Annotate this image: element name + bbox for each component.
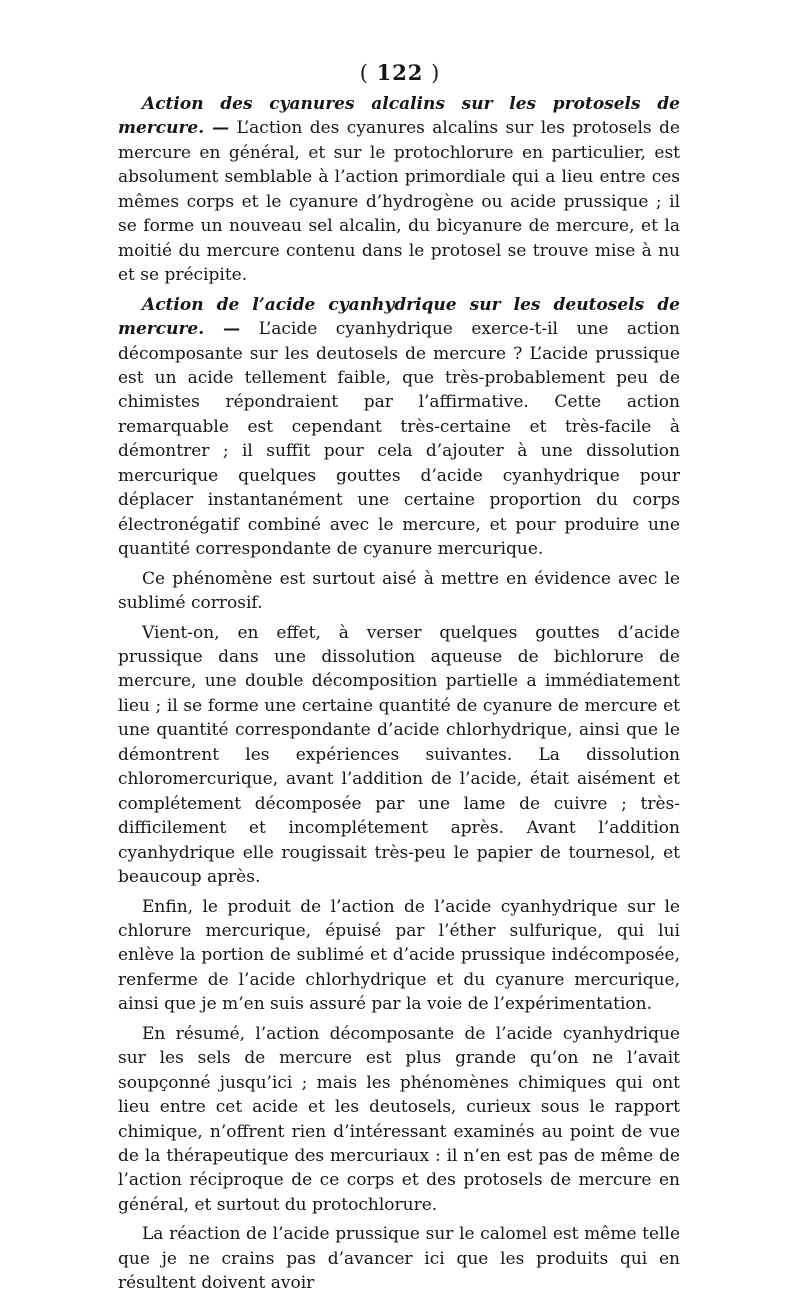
paragraph: Ce phénomène est surtout aisé à mettre en évidence avec le sublimé corrosif. (118, 568, 680, 614)
paragraph-text: L’action des cyanures alcalins sur les protosels de mercure en général, et sur le protochlorure en particulier, est absolument semblable à l’action primordiale qui a lieu entre ces mêmes corps et le cyanure d’hydrogène ou acide prussique ; il se forme un nouveau sel alcalin, du bicyanure de mercure, et la moitié du mercure contenu dans le protosel se trouve mise à nu et se précipite. (118, 118, 680, 286)
section-paragraph (118, 92, 680, 288)
section-heading: Action de l’acide cyanhydrique sur les deutosels de mercure. — (118, 294, 680, 340)
paragraph: En résumé, l’action décomposante de l’acide cyanhydrique sur les sels de mercure est plus grande qu’on ne l’avait soupçonné jusqu’ici ; mais les phénomènes chimiques qui ont lieu entre cet acide et les deutosels, curieux sous le rapport chimique, n’offrent rien d’intéressant examinés au point de vue de la thérapeutique des mercuriaux : il n’en est pas de même de l’action réciproque de ce corps et des protosels de mercure en général, et surtout du protochlorure. (118, 1023, 680, 1215)
paragraph: La réaction de l’acide prussique sur le calomel est même telle que je ne crains pas d’avancer ici que les produits qui en résultent doivent avoir (118, 1224, 680, 1294)
paragraph: Vient-on, en effet, à verser quelques gouttes d’acide prussique dans une dissolution aqueuse de bichlorure de mercure, une double décomposition partielle a immédiatement lieu ; il se forme une certaine quantité de cyanure de mercure et une quantité correspondante d’acide chlorhydrique, ainsi que le démontrent les expériences suivantes. La dissolution chloromercurique, avant l’addition de l’acide, était aisément et complétement décomposée par une lame de cuivre ; très-difficilement et incomplétement après. Avant l’addition cyanhydrique elle rougissait très-peu le papier de tournesol, et beaucoup après. (118, 622, 680, 888)
section-paragraph (118, 293, 680, 562)
paragraph: Enfin, le produit de l’action de l’acide cyanhydrique sur le chlorure mercurique, épuisé par l’éther sulfurique, qui lui enlève la portion de sublimé et d’acide prussique indécomposée, renferme de l’acide chlorhydrique et du cyanure mercurique, ainsi que je m’en suis assuré par la voie de l’expérimentation. (118, 896, 680, 1015)
page-number: ( 122 ) (359, 60, 441, 85)
page-body (118, 92, 680, 1301)
section-heading: Action des cyanures alcalins sur les protosels de mercure. — (118, 94, 680, 139)
paragraph-text: L’acide cyanhydrique exerce-t-il une action décomposante sur les deutosels de mercure ? L’acide prussique est un acide tellement faible, que très-probablement peu de chimistes répondraient par l’affirmative. Cette action remarquable est cependant très-certaine et très-facile à démontrer ; il suffit pour cela d’ajouter à une dissolution mercurique quelques gouttes d’acide cyanhydrique pour déplacer instantanément une certaine proportion du corps électronégatif combiné avec le mercure, et pour produire une quantité correspondante de cyanure mercurique. (118, 319, 680, 560)
